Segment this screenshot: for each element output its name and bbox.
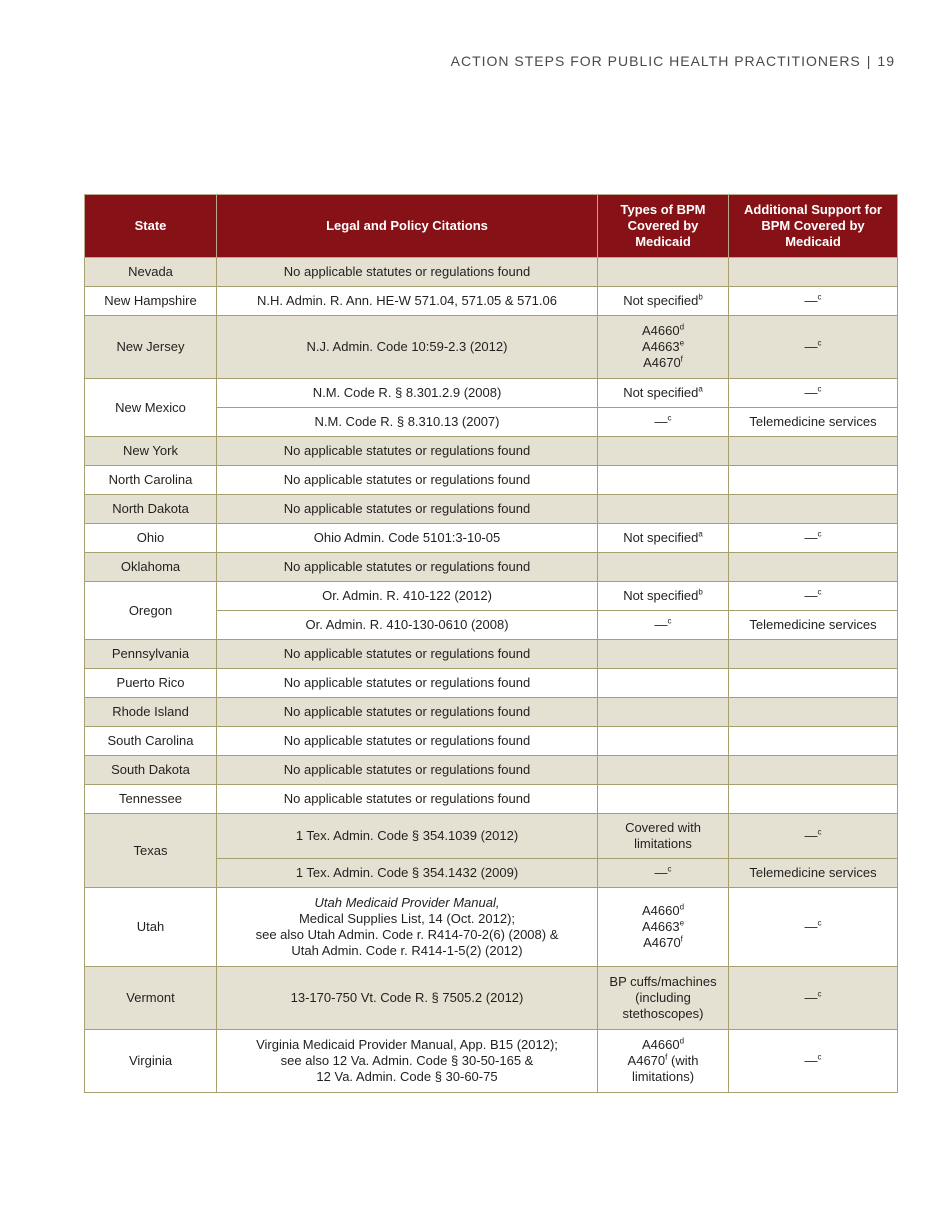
types-text: Not specified <box>623 530 699 545</box>
support-text: Telemedicine services <box>749 414 877 429</box>
support-cell <box>729 640 898 669</box>
citation-cell <box>217 611 598 640</box>
types-line <box>604 1053 722 1069</box>
table-row <box>85 437 898 466</box>
table-row <box>85 316 898 379</box>
table-row <box>85 698 898 727</box>
table-row <box>85 640 898 669</box>
code-text: A4663 <box>641 919 680 934</box>
citation-text: No applicable statutes or regulations found <box>283 501 531 516</box>
citation-cell <box>217 888 598 967</box>
support-cell <box>729 888 898 967</box>
types-cell <box>598 669 729 698</box>
table-row <box>85 814 898 859</box>
support-cell <box>729 698 898 727</box>
state-cell: Texas <box>85 814 217 888</box>
types-cell <box>598 524 729 553</box>
state-cell: North Carolina <box>85 466 217 495</box>
state-cell: Vermont <box>85 967 217 1030</box>
support-cell <box>729 756 898 785</box>
citation-text: Or. Admin. R. 410-122 (2012) <box>322 588 492 603</box>
support-cell <box>729 669 898 698</box>
support-cell <box>729 495 898 524</box>
citation-line: see also 12 Va. Admin. Code § 30-50-165 & <box>280 1053 534 1068</box>
citation-text: Or. Admin. R. 410-130-0610 (2008) <box>305 617 509 632</box>
state-cell: Oklahoma <box>85 553 217 582</box>
citation-cell <box>217 316 598 379</box>
types-cell <box>598 258 729 287</box>
support-cell <box>729 524 898 553</box>
citation-text: Ohio Admin. Code 5101:3-10-05 <box>313 530 501 545</box>
support-text: — <box>804 990 818 1005</box>
support-text: — <box>804 1053 818 1068</box>
code-suffix: (with <box>667 1053 699 1068</box>
footnote-marker: c <box>817 989 822 999</box>
types-line <box>604 919 722 935</box>
state-cell: Nevada <box>85 258 217 287</box>
citation-text: No applicable statutes or regulations found <box>283 264 531 279</box>
footnote-marker: c <box>817 529 822 539</box>
footnote-marker: c <box>817 587 822 597</box>
types-line <box>604 339 722 355</box>
support-text: — <box>804 919 818 934</box>
support-text: — <box>804 588 818 603</box>
citation-text: No applicable statutes or regulations found <box>283 791 531 806</box>
citation-cell <box>217 287 598 316</box>
table-row <box>85 287 898 316</box>
types-line: Covered with <box>625 820 701 835</box>
types-text: Not specified <box>623 588 699 603</box>
footnote-marker: d <box>679 1036 685 1046</box>
citation-cell <box>217 258 598 287</box>
types-text: Not specified <box>623 385 699 400</box>
footnote-marker: c <box>667 864 672 874</box>
code-text: A4660 <box>641 903 680 918</box>
citation-cell <box>217 408 598 437</box>
types-cell <box>598 611 729 640</box>
footnote-marker: f <box>680 934 683 944</box>
support-cell <box>729 437 898 466</box>
types-cell <box>598 287 729 316</box>
types-cell <box>598 466 729 495</box>
citation-text: No applicable statutes or regulations found <box>283 646 531 661</box>
support-cell <box>729 785 898 814</box>
citation-text: No applicable statutes or regulations found <box>283 704 531 719</box>
citation-text: No applicable statutes or regulations found <box>283 733 531 748</box>
table-row <box>85 495 898 524</box>
state-cell: Oregon <box>85 582 217 640</box>
state-cell: Puerto Rico <box>85 669 217 698</box>
table-row <box>85 553 898 582</box>
state-cell: New Mexico <box>85 379 217 437</box>
support-cell <box>729 287 898 316</box>
support-cell <box>729 814 898 859</box>
citation-cell <box>217 756 598 785</box>
citation-text: No applicable statutes or regulations found <box>283 472 531 487</box>
state-cell: New Hampshire <box>85 287 217 316</box>
support-cell <box>729 582 898 611</box>
table-row <box>85 466 898 495</box>
code-text: A4660 <box>641 323 680 338</box>
types-line <box>604 355 722 371</box>
citation-text: N.H. Admin. R. Ann. HE-W 571.04, 571.05 & 571.06 <box>257 293 557 308</box>
citation-line: Utah Admin. Code r. R414-1-5(2) (2012) <box>291 943 523 958</box>
types-cell <box>598 698 729 727</box>
types-cell <box>598 495 729 524</box>
types-line: stethoscopes) <box>622 1006 704 1021</box>
table-row <box>85 967 898 1030</box>
types-line <box>604 323 722 339</box>
types-line: limitations <box>634 836 692 851</box>
support-cell <box>729 379 898 408</box>
footnote-marker: c <box>667 616 672 626</box>
citation-cell <box>217 553 598 582</box>
medicaid-bpm-table <box>84 194 898 1093</box>
citation-text: No applicable statutes or regulations found <box>283 443 531 458</box>
state-cell: New York <box>85 437 217 466</box>
footnote-marker: d <box>679 902 685 912</box>
footnote-marker: d <box>679 322 685 332</box>
types-cell <box>598 316 729 379</box>
citation-text: 13-170-750 Vt. Code R. § 7505.2 (2012) <box>290 990 524 1005</box>
footnote-marker: f <box>680 354 683 364</box>
support-cell <box>729 408 898 437</box>
citation-cell <box>217 582 598 611</box>
citation-text: 1 Tex. Admin. Code § 354.1432 (2009) <box>295 865 519 880</box>
state-cell: South Carolina <box>85 727 217 756</box>
footnote-marker: c <box>817 918 822 928</box>
table-row <box>85 524 898 553</box>
state-cell: Rhode Island <box>85 698 217 727</box>
table-row <box>85 785 898 814</box>
citation-line: 12 Va. Admin. Code § 30-60-75 <box>316 1069 498 1084</box>
table-row <box>85 582 898 611</box>
code-text: A4670 <box>627 1053 666 1068</box>
types-text: — <box>654 865 668 880</box>
types-text: — <box>654 617 668 632</box>
state-cell: Pennsylvania <box>85 640 217 669</box>
citation-cell <box>217 698 598 727</box>
state-cell: Tennessee <box>85 785 217 814</box>
types-line <box>604 1037 722 1053</box>
column-header-state: State <box>85 195 217 258</box>
types-cell <box>598 756 729 785</box>
footnote-marker: a <box>698 529 703 539</box>
types-cell <box>598 814 729 859</box>
footnote-marker: b <box>698 587 703 597</box>
column-header-citations: Legal and Policy Citations <box>217 195 598 258</box>
citation-line <box>223 895 591 911</box>
types-cell <box>598 640 729 669</box>
types-line: (including <box>635 990 691 1005</box>
types-cell <box>598 437 729 466</box>
state-cell: North Dakota <box>85 495 217 524</box>
types-text: — <box>654 414 668 429</box>
table-row <box>85 756 898 785</box>
citation-text: No applicable statutes or regulations found <box>283 762 531 777</box>
table-row <box>85 888 898 967</box>
types-cell <box>598 785 729 814</box>
citation-cell <box>217 379 598 408</box>
column-header-support: Additional Support for BPM Covered by Medicaid <box>729 195 898 258</box>
support-cell <box>729 727 898 756</box>
footnote-marker: c <box>817 338 822 348</box>
types-line: BP cuffs/machines <box>609 974 717 989</box>
table-row <box>85 727 898 756</box>
footnote-marker: c <box>817 1052 822 1062</box>
footnote-marker: c <box>817 292 822 302</box>
citation-line: see also Utah Admin. Code r. R414-70-2(6) (2008) & <box>255 927 559 942</box>
types-cell <box>598 582 729 611</box>
support-text: Telemedicine services <box>749 617 877 632</box>
types-cell <box>598 1030 729 1093</box>
footnote-marker: e <box>679 338 685 348</box>
types-cell <box>598 379 729 408</box>
types-cell <box>598 967 729 1030</box>
types-line <box>604 1069 722 1085</box>
header-separator: | <box>866 53 872 69</box>
support-text: — <box>804 385 818 400</box>
types-text: Not specified <box>623 293 699 308</box>
citation-cell <box>217 495 598 524</box>
section-title: ACTION STEPS FOR PUBLIC HEALTH PRACTITIONERS <box>450 53 861 69</box>
table-row <box>85 258 898 287</box>
citation-text: N.J. Admin. Code 10:59-2.3 (2012) <box>306 339 508 354</box>
citation-cell <box>217 967 598 1030</box>
code-text: A4660 <box>641 1037 680 1052</box>
state-cell: South Dakota <box>85 756 217 785</box>
support-text: — <box>804 530 818 545</box>
citation-cell <box>217 1030 598 1093</box>
running-header <box>451 53 895 69</box>
support-cell <box>729 859 898 888</box>
citation-text: N.M. Code R. § 8.310.13 (2007) <box>314 414 500 429</box>
citation-cell <box>217 524 598 553</box>
code-text: A4663 <box>641 339 680 354</box>
support-text: — <box>804 828 818 843</box>
footnote-marker: b <box>698 292 703 302</box>
table-row <box>85 379 898 408</box>
citation-text: 1 Tex. Admin. Code § 354.1039 (2012) <box>295 828 519 843</box>
citation-cell <box>217 466 598 495</box>
types-cell <box>598 859 729 888</box>
citation-text: No applicable statutes or regulations found <box>283 559 531 574</box>
table-header-row <box>85 195 898 258</box>
citation-cell <box>217 727 598 756</box>
state-cell: Utah <box>85 888 217 967</box>
support-cell <box>729 611 898 640</box>
code-text: A4670 <box>643 355 681 370</box>
footnote-marker: e <box>679 918 685 928</box>
footnote-marker: c <box>667 413 672 423</box>
state-cell: Ohio <box>85 524 217 553</box>
citation-text: No applicable statutes or regulations found <box>283 675 531 690</box>
types-cell <box>598 408 729 437</box>
footnote-marker: a <box>698 384 703 394</box>
types-cell <box>598 888 729 967</box>
support-cell <box>729 553 898 582</box>
types-cell <box>598 727 729 756</box>
support-text: — <box>804 339 818 354</box>
support-cell <box>729 967 898 1030</box>
citation-cell <box>217 859 598 888</box>
code-text: A4670 <box>643 935 681 950</box>
support-cell <box>729 258 898 287</box>
code-text: limitations) <box>631 1069 695 1084</box>
state-cell: New Jersey <box>85 316 217 379</box>
citation-line: Medical Supplies List, 14 (Oct. 2012); <box>298 911 516 926</box>
support-cell <box>729 316 898 379</box>
types-line <box>604 903 722 919</box>
citation-line: Virginia Medicaid Provider Manual, App. B15 (2012); <box>256 1037 558 1052</box>
footnote-marker: f <box>665 1052 668 1062</box>
support-text: Telemedicine services <box>749 865 877 880</box>
types-line <box>604 935 722 951</box>
citation-italic: Utah Medicaid Provider Manual, <box>314 895 500 910</box>
citation-text: N.M. Code R. § 8.301.2.9 (2008) <box>312 385 502 400</box>
table-row <box>85 669 898 698</box>
support-text: — <box>804 293 818 308</box>
page-number: 19 <box>877 53 895 69</box>
table-row <box>85 1030 898 1093</box>
state-cell: Virginia <box>85 1030 217 1093</box>
footnote-marker: c <box>817 827 822 837</box>
support-cell <box>729 466 898 495</box>
citation-cell <box>217 669 598 698</box>
footnote-marker: c <box>817 384 822 394</box>
citation-cell <box>217 785 598 814</box>
table-body <box>85 258 898 1093</box>
citation-cell <box>217 814 598 859</box>
support-cell <box>729 1030 898 1093</box>
column-header-types: Types of BPM Covered by Medicaid <box>598 195 729 258</box>
citation-cell <box>217 640 598 669</box>
citation-cell <box>217 437 598 466</box>
types-cell <box>598 553 729 582</box>
